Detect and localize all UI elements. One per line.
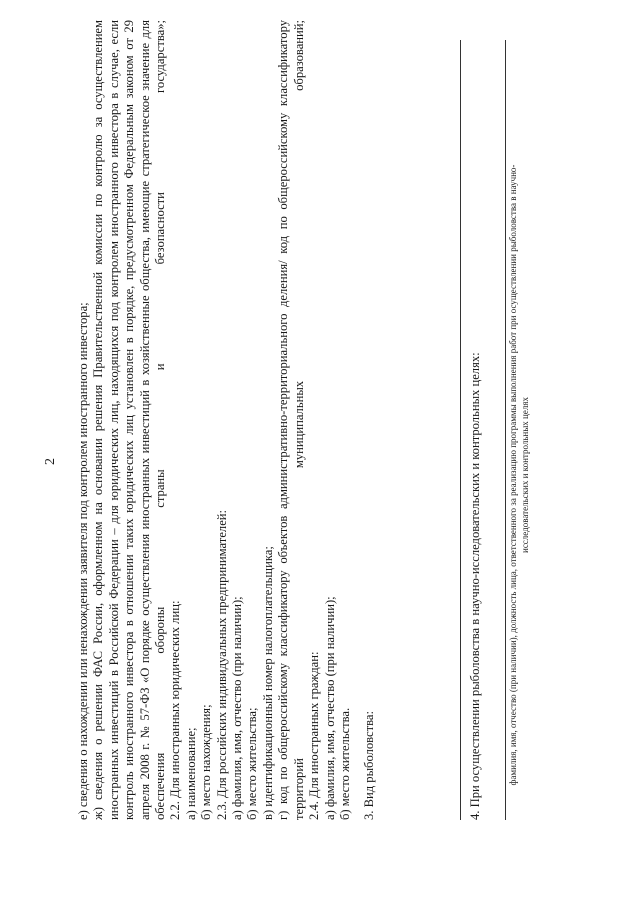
heading-2-4-foreign-citizens: 2.4. Для иностранных граждан: — [307, 651, 322, 820]
page-number: 2 — [43, 458, 58, 465]
spacer — [353, 20, 362, 820]
item-a-full-name: а) фамилия, имя, отчество (при наличии); — [230, 596, 245, 820]
fill-in-caption: фамилия, имя, отчество (при наличии), должность лица, ответственного за реализацию программы выполнения работ при осуществлении рыболовства в научно-исследовательских и контрольных целях — [508, 164, 530, 786]
item-b-residence: б) место жительства; — [245, 707, 260, 820]
heading-2-3-russian-entrepreneurs: 2.3. Для российских индивидуальных предпринимателей: — [214, 509, 229, 820]
section-4-research-fishing: 4. При осуществлении рыболовства в научно-исследовательских и контрольных целях: — [468, 352, 482, 820]
document-body — [76, 20, 378, 820]
divider-line — [460, 40, 461, 820]
item-a-full-name-foreign: а) фамилия, имя, отчество (при наличии); — [322, 596, 337, 820]
item-g-territory-code: г) код по общероссийскому классификатору объектов административно-территориального деления/ код по общероссийскому классификатору территорий муниципальных образований; — [276, 20, 306, 820]
paragraph-zh-fas-decision: ж) сведения о решении ФАС России, оформленном на основании решения Правительственной комиссии по контролю за осуществлением иностранных инвестиций в Российской Федерации – для юридических лиц, находящихся под контролем иностранного инвестора в случае, если контроль иностранного инвестора в отношении таких юридических лиц установлен в порядке, предусмотренном Федеральным законом от 29 апреля 2008 г. № 57-ФЗ «О порядке осуществления иностранных инвестиций в хозяйственные общества, имеющие стратегическое значение для обеспечения обороны страны и безопасности государства»; — [91, 20, 168, 820]
paragraph-e-investor-control: е) сведения о нахождении или ненахождении заявителя под контролем иностранного инвестора; — [76, 302, 90, 820]
heading-2-2-foreign-legal-entities: 2.2. Для иностранных юридических лиц: — [168, 600, 183, 820]
item-b-residence-foreign: б) место жительства. — [337, 707, 352, 820]
item-v-taxpayer-id: в) идентификационный номер налогоплательщика; — [260, 546, 275, 820]
item-a-name: а) наименование; — [183, 727, 198, 820]
fill-in-line — [505, 40, 506, 820]
item-b-location: б) место нахождения; — [199, 704, 214, 820]
section-3-fishing-type: 3. Вид рыболовства: — [362, 710, 377, 820]
